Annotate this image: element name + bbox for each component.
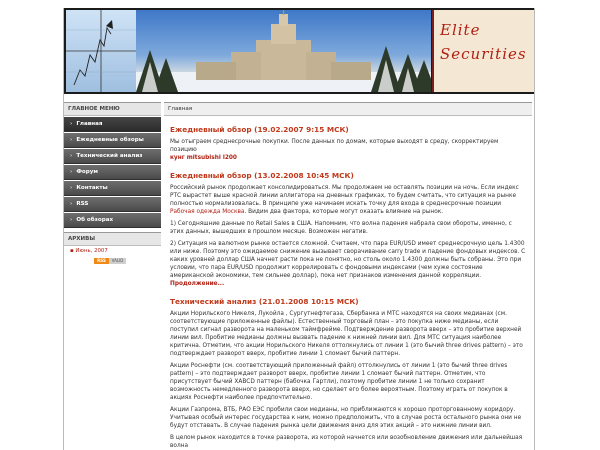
article-inline-link[interactable]: Рабочая одежда Москва: [170, 209, 245, 215]
sidebar-item-label: RSS: [76, 201, 89, 207]
archive-link-june-2007[interactable]: [64, 246, 161, 256]
header-banner: [64, 8, 534, 94]
brand-line-2: Securities: [440, 45, 527, 63]
rss-badge[interactable]: RSS: [94, 258, 109, 264]
archive-link-label: Июнь, 2007: [75, 248, 108, 254]
sidebar-item-about-reviews[interactable]: [64, 213, 161, 228]
article-paragraph-tail: . Видим два фактора, которые могут оказать влияние на рынок.: [244, 209, 444, 215]
sidebar-item-label: Технический анализ: [76, 153, 143, 159]
sidebar-item-forum[interactable]: [64, 165, 161, 180]
article-text: [170, 138, 526, 162]
article: [164, 125, 532, 162]
bullet-icon: ›: [70, 185, 73, 191]
bullet-icon: ›: [70, 169, 73, 175]
brand-logo: [432, 10, 534, 92]
arrow-icon: ▪: [70, 248, 76, 254]
bullet-icon: ›: [70, 217, 73, 223]
sidebar-item-daily-reviews[interactable]: [64, 133, 161, 148]
sidebar-item-home[interactable]: [64, 117, 161, 132]
article-title-link[interactable]: Ежедневный обзор (19.02.2007 9:15 МСК): [170, 125, 349, 134]
article: [164, 171, 532, 288]
badges-row: [64, 258, 161, 264]
article-paragraph: 1) Сегодняшние данные по Retail Sales в США. Напомним, что волна падения набрала свои обороты, именно, с этих данных, вышедших в прошлом месяце. Возможен негатив.: [170, 221, 512, 235]
bullet-icon: ›: [70, 201, 73, 207]
sidebar-item-rss[interactable]: [64, 197, 161, 212]
sidebar-item-label: Главная: [76, 121, 103, 127]
article-paragraph: В целом рынок находится в точке разворота, из которой начнется или возобновление движения или дальнейшая волна: [170, 435, 523, 449]
brand-line-1: Elite: [440, 21, 481, 39]
archives-title: АРХИВЫ: [64, 232, 161, 246]
chart-logo-image: [66, 10, 136, 92]
article-paragraph: Российский рынок продолжает консолидироваться. Мы продолжаем не оставлять позиции на ночь. Если индекс РТС вырастет выше красной линии аллигатора на дневных графиках, то будем считать, что ситуация на рынке полностью нормализовалась. В принципе уже начинаем искать точку для входа в среднесрочные позиции: [170, 185, 519, 207]
sidebar-item-label: Контакты: [76, 185, 108, 191]
read-more-link[interactable]: Продолжение...: [170, 281, 225, 287]
article-paragraph-text: 2) Ситуация на валютном рынке остается сложной. Считаем, что пара EUR/USD имеет среднесрочную цель 1.4300 или ниже. Поэтому это ожидаемое снижение вызывает сворачивание carry trade и падение фондовых индексов. С каких уровней доллар США начнет расти пока не понятно, но столь около 1.4300 должны быть собраны. Это при условии, что пара EUR/USD продолжит коррелировать с фондовыми индексами (чем хуже состояние американской экономики, тем сильнее доллар), пока нет признаков изменения данной корреляции.: [170, 241, 526, 279]
article: [164, 297, 532, 450]
bullet-icon: ›: [70, 121, 73, 127]
article-paragraph: [170, 240, 526, 288]
article-body: Мы отыграем среднесрочные покупки. После данных по домам, которые выходят в среду, скорректируем позицию: [170, 139, 499, 153]
valid-badge[interactable]: VALID: [109, 258, 126, 264]
main-menu-title: ГЛАВНОЕ МЕНЮ: [64, 102, 161, 116]
sidebar-item-label: Форум: [76, 169, 98, 175]
sidebar-item-technical-analysis[interactable]: [64, 149, 161, 164]
article-title-link[interactable]: Ежедневный обзор (13.02.2008 10:45 МСК): [170, 171, 354, 180]
main-content: [164, 102, 532, 450]
sidebar-item-label: Ежедневные обзоры: [76, 137, 144, 143]
bullet-icon: ›: [70, 153, 73, 159]
page-frame: [63, 8, 535, 450]
article-paragraph: Акции Роснефти (см. соответствующий приложенный файл) оттолкнулись от линии 1 (это бычий three drives pattern) – это подтверждает разворот вверх, пробитие линии 1 сломает бычий паттерн. Отметим, что присутствует бычий ХАВСD паттерн (бабочка Гартли), поэтому пробитие линии 1 не только сохранит возможность немедленного разворота вверх, но сделает его более вероятным. Поэтому играть от покупок в акциях Роснефти наиболее предпочтительно.: [170, 363, 508, 401]
sidebar: [64, 102, 161, 450]
article-text: [170, 184, 526, 216]
university-building-photo: [136, 10, 431, 92]
article-paragraph: Акции Норильского Никеля, Лукойла , Сургутнефтегаза, Сбербанка и МТС находятся на своих медианах (см. соответствующие приложенные файлы). Естественный торговый план – это покупка ниже медианы, если поступил сигнал разворота на маленьком таймфрейме. Подтверждение разворота вверх – это пробитие верхней линии вил. Пробитие медианы должны вызвать падение к нижней линии вил. Для МТС ситуация наиболее критична. Отметим, что акции Норильского Никеля оттолкнулись от линии 1 (это бычий three drives pattern) – это подтверждает разворот вверх, пробитие линии 1 сломает бычий паттерн.: [170, 311, 523, 357]
article-inline-link[interactable]: кунг mitsubishi l200: [170, 155, 237, 161]
breadcrumb: Главная: [164, 102, 532, 116]
sidebar-item-contacts[interactable]: [64, 181, 161, 196]
article-paragraph: Акции Газпрома, ВТБ, РАО ЕЭС пробили свои медианы, но приближаются к хорошо проторгованному коридору. Учитывая особый интерес государства к ним, можно предположить, что в случае роста остального рынка они не будут отставать. В случае падения рынка цели движения вниз для этих акций – это нижние линии вил.: [170, 407, 522, 429]
bullet-icon: ›: [70, 137, 73, 143]
article-title-link[interactable]: Технический анализ (21.01.2008 10:15 МСК): [170, 297, 359, 306]
sidebar-item-label: Об обзорах: [76, 217, 114, 223]
